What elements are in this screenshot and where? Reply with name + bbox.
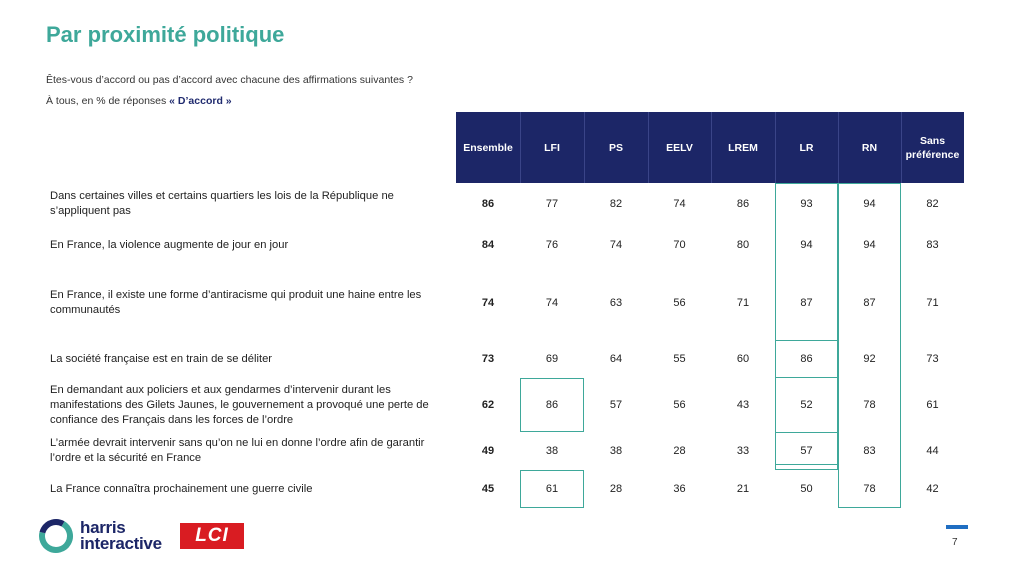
table-cell: 78 [863, 399, 876, 411]
table-cell: 82 [609, 198, 623, 210]
header-separator [584, 112, 585, 183]
table-cell: 74 [609, 239, 623, 251]
table-cell: 45 [481, 483, 495, 495]
header-separator [775, 112, 776, 183]
table-cell: 56 [673, 399, 686, 411]
row-label: En demandant aux policiers et aux gendarmes d’intervenir durant les manifestations des Gilets Jaunes, le gouvernement a provoqué une perte de confiance des Français dans les forces de l’ordre [50, 383, 429, 426]
table-cell: 60 [736, 353, 750, 365]
table-cell: 21 [736, 483, 750, 495]
table-cell: 83 [926, 239, 939, 251]
table-cell: 71 [736, 296, 750, 309]
column-header: LR [775, 112, 838, 183]
header-separator [901, 112, 902, 183]
row-label: En France, la violence augmente de jour en jour [50, 238, 289, 251]
table-cell: 84 [481, 239, 495, 251]
table-cell: 76 [545, 239, 559, 251]
table-cell: 74 [481, 296, 495, 309]
header-separator [520, 112, 521, 183]
table-cell: 38 [609, 445, 623, 457]
highlight-box [838, 183, 901, 508]
table-cell: 77 [545, 198, 559, 210]
table-cell: 42 [926, 483, 939, 495]
table-cell: 86 [736, 198, 750, 210]
base-text [46, 95, 232, 107]
header-separator [711, 112, 712, 183]
header-separator [838, 112, 839, 183]
table-cell: 55 [673, 353, 686, 365]
table-cell: 69 [545, 353, 559, 365]
page-accent-bar [946, 525, 968, 529]
base-bold: « D’accord » [169, 95, 232, 107]
lci-logo: LCI [180, 523, 244, 549]
page-number: 7 [952, 537, 958, 548]
question-text: Êtes-vous d’accord ou pas d’accord avec chacune des affirmations suivantes ? [46, 74, 413, 86]
table-cell: 49 [481, 445, 495, 457]
table-cell: 61 [545, 483, 559, 495]
table-cell: 62 [481, 399, 495, 411]
page-title: Par proximité politique [46, 22, 285, 47]
column-header: EELV [648, 112, 711, 183]
table-cell: 80 [736, 239, 750, 251]
table-cell: 86 [800, 353, 813, 365]
table-cell: 44 [926, 445, 939, 457]
table-cell: 94 [863, 239, 876, 251]
table-cell: 87 [800, 296, 813, 309]
table-cell: 74 [673, 198, 686, 210]
table-cell: 57 [609, 399, 623, 411]
base-prefix: À tous, en % de réponses [46, 95, 170, 107]
table-cell: 28 [673, 445, 686, 457]
table-cell: 70 [673, 239, 686, 251]
table-cell: 74 [545, 296, 559, 309]
column-header: RN [838, 112, 901, 183]
harris-logo-icon [38, 518, 74, 554]
table-cell: 87 [863, 296, 876, 309]
column-header: Sans préférence [901, 112, 964, 183]
table-cell: 38 [545, 445, 559, 457]
row-label: En France, il existe une forme d’antiracisme qui produit une haine entre les communautés [50, 288, 422, 316]
table-cell: 71 [926, 296, 939, 309]
row-label: La société française est en train de se déliter [50, 352, 273, 365]
table-cell: 61 [926, 399, 939, 411]
row-label: L’armée devrait intervenir sans qu’on ne lui en donne l’ordre afin de garantir l’ordre et la sécurité en France [50, 437, 425, 464]
table-cell: 83 [863, 445, 876, 457]
table-cell: 28 [609, 483, 623, 495]
column-header: Ensemble [456, 112, 520, 183]
table-cell: 94 [863, 198, 876, 210]
table-cell: 50 [800, 483, 813, 495]
highlight-box [520, 470, 584, 508]
table-cell: 64 [609, 353, 623, 365]
logo-line1: harris [80, 518, 126, 537]
table-cell: 82 [926, 198, 939, 210]
highlight-box [775, 183, 838, 465]
table-cell: 92 [863, 353, 876, 365]
highlight-box [775, 340, 838, 378]
table-cell: 93 [800, 198, 813, 210]
table-cell: 57 [800, 445, 813, 457]
row-label: La France connaîtra prochainement une guerre civile [50, 482, 313, 495]
table-cell: 43 [736, 399, 750, 411]
row-label: Dans certaines villes et certains quartiers les lois de la République ne s’appliquent pas [50, 190, 394, 217]
column-header: PS [584, 112, 648, 183]
header-separator [648, 112, 649, 183]
logo-line2: interactive [80, 534, 162, 553]
column-header: LREM [711, 112, 775, 183]
highlight-box [775, 432, 838, 470]
table-cell: 86 [545, 399, 559, 411]
table-cell: 33 [736, 445, 750, 457]
highlight-box [520, 378, 584, 432]
table-cell: 63 [609, 296, 623, 309]
table-cell: 52 [800, 399, 813, 411]
table-cell: 73 [481, 353, 495, 365]
table-cell: 73 [926, 353, 939, 365]
column-header: LFI [520, 112, 584, 183]
table-cell: 36 [673, 483, 686, 495]
table-cell: 56 [673, 296, 686, 309]
table-cell: 94 [800, 239, 813, 251]
table-cell: 86 [481, 198, 495, 210]
table-cell: 78 [863, 483, 876, 495]
